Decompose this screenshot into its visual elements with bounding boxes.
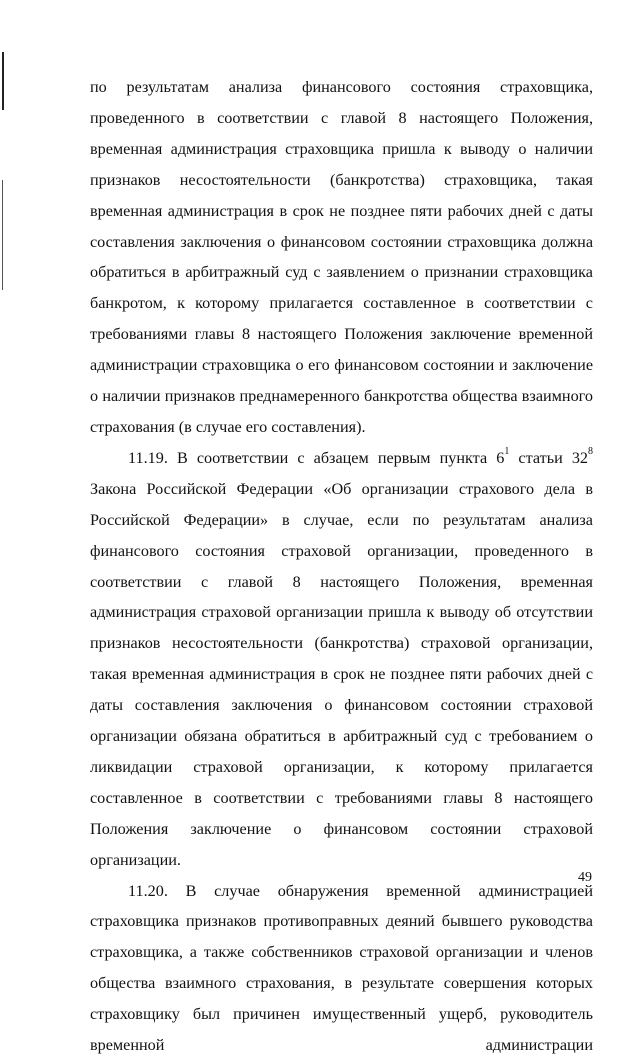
page-number: 49 [578,870,592,885]
document-body [90,72,593,1061]
superscript-index: 8 [588,446,594,458]
margin-mark [2,180,3,290]
paragraph-11-19-rest: Закона Российской Федерации «Об организации страхового дела в Российской Федерации» в случае, если по результатам анализа финансового состояния страховой организации, проведенного в соответствии с главой 8 настоящего Положения, временная администрация страховой организации пришла к выводу об отсутствии признаков несостоятельности (банкротства) страховой организации, такая временная администрация в срок не позднее пяти рабочих дней с даты составления заключения о финансовом состоянии страховой организации обязана обратиться в арбитражный суд с требованием о ликвидации страховой организации, к которому прилагается составленное в соответствии с требованиями главы 8 настоящего Положения заключение о финансовом состоянии страховой организации. [90,479,593,869]
margin-mark [2,52,4,110]
paragraph-11-19-start: 11.19. В соответствии с абзацем первым пункта 6 [128,448,505,467]
paragraph-11-19-article: статьи 32 [509,448,589,467]
paragraph-11-20: 11.20. В случае обнаружения временной администрацией страховщика признаков противоправных деяний бывшего руководства страховщика, а также собственников страховой организации и членов общества взаимного страхования, в результате совершения которых страховщику был причинен имущественный ущерб, руководитель временной администрации [90,881,593,1055]
paragraph-continuation: по результатам анализа финансового состояния страховщика, проведенного в соответствии с главой 8 настоящего Положения, временная администрация страховщика пришла к выводу о наличии признаков несостоятельности (банкротства) страховщика, такая временная администрация в срок не позднее пяти рабочих дней с даты составления заключения о финансовом состоянии страховщика должна обратиться в арбитражный суд с заявлением о признании страховщика банкротом, к которому прилагается составленное в соответствии с требованиями главы 8 настоящего Положения заключение временной администрации страховщика о его финансовом состоянии и заключение о наличии признаков преднамеренного банкротства общества взаимного страхования (в случае его составления). [90,78,593,436]
paragraph-11-19 [90,443,593,876]
superscript-index: 1 [504,446,510,458]
